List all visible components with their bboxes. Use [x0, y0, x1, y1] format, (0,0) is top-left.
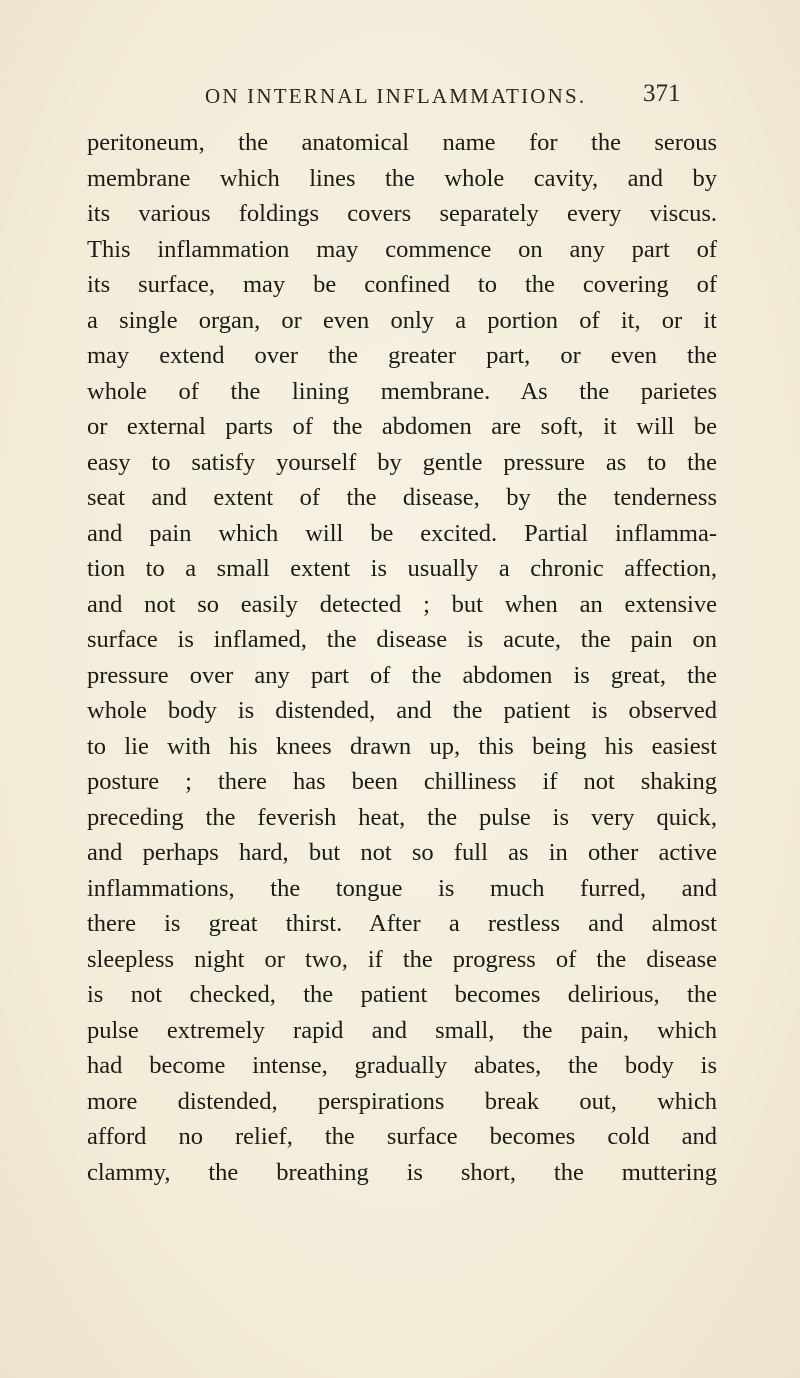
- text-line: there is great thirst. After a restless and almost: [87, 910, 717, 937]
- text-line: inflammations, the tongue is much furred, and: [87, 874, 717, 902]
- text-line: clammy, the breathing is short, the muttering: [87, 1158, 717, 1186]
- text-line: This inflammation may commence on any part of: [87, 235, 717, 263]
- text-line: surface is inflamed, the disease is acute, the pain on: [87, 626, 717, 653]
- text-line: or external parts of the abdomen are soft, it will be: [87, 413, 717, 440]
- text-line: whole of the lining membrane. As the parietes: [87, 377, 717, 405]
- text-line: membrane which lines the whole cavity, and by: [87, 164, 717, 192]
- text-line: preceding the feverish heat, the pulse is very quick,: [87, 803, 717, 831]
- text-line: posture ; there has been chilliness if not shaking: [87, 768, 717, 795]
- page-number: 371: [643, 80, 681, 107]
- text-line: and not so easily detected ; but when an extensive: [87, 590, 717, 618]
- text-line: sleepless night or two, if the progress of the disease: [87, 945, 717, 973]
- running-head: ON INTERNAL INFLAMMATIONS.: [205, 84, 587, 108]
- text-line: more distended, perspirations break out, which: [87, 1087, 717, 1115]
- text-line: tion to a small extent is usually a chronic affection,: [87, 555, 717, 582]
- text-line: its various foldings covers separately every viscus.: [87, 200, 717, 227]
- text-line: pulse extremely rapid and small, the pain, which: [87, 1016, 717, 1044]
- text-line: pressure over any part of the abdomen is great, the: [87, 661, 717, 689]
- text-line: and pain which will be excited. Partial inflamma-: [87, 519, 717, 547]
- text-line: a single organ, or even only a portion of it, or it: [87, 306, 717, 334]
- text-line: peritoneum, the anatomical name for the serous: [87, 129, 717, 156]
- text-line: and perhaps hard, but not so full as in other active: [87, 839, 717, 866]
- text-line: may extend over the greater part, or even the: [87, 342, 717, 369]
- text-line: had become intense, gradually abates, the body is: [87, 1052, 717, 1079]
- text-line: afford no relief, the surface becomes cold and: [87, 1123, 717, 1150]
- text-line: seat and extent of the disease, by the tenderness: [87, 484, 717, 511]
- text-line: is not checked, the patient becomes delirious, the: [87, 981, 717, 1008]
- body-text: [87, 125, 717, 1190]
- text-line: to lie with his knees drawn up, this being his easiest: [87, 732, 717, 760]
- text-line: whole body is distended, and the patient is observed: [87, 697, 717, 724]
- text-line: its surface, may be confined to the covering of: [87, 271, 717, 298]
- text-line: easy to satisfy yourself by gentle pressure as to the: [87, 448, 717, 476]
